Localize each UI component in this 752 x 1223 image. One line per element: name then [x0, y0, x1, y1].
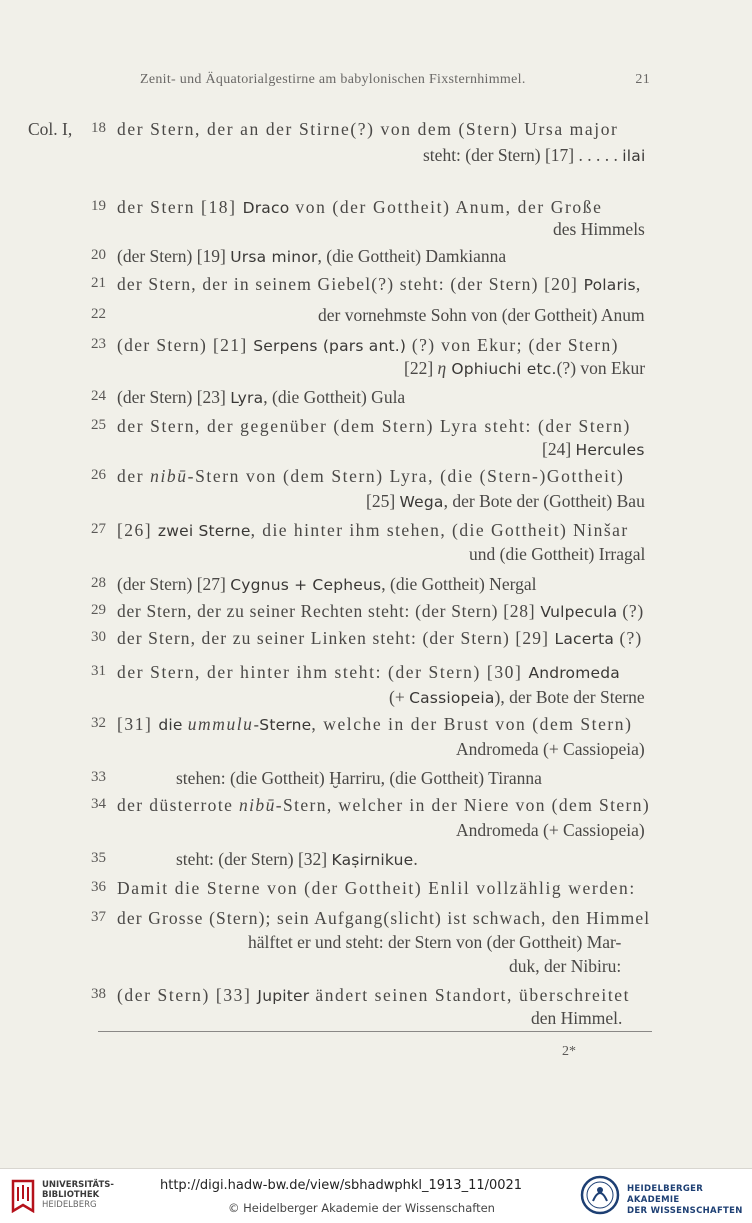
text-line — [176, 767, 542, 789]
line-text: (?) von Ekur — [556, 358, 646, 378]
line-text: , (die Gottheit) Nergal — [381, 574, 537, 594]
line-number: 32 — [91, 715, 106, 731]
constellation-name: -Sterne — [253, 716, 312, 734]
text-line — [553, 218, 645, 240]
line-text: [31] — [117, 714, 159, 734]
constellation-name: Lacerta — [554, 630, 615, 648]
text-line — [117, 415, 631, 437]
line-number: 25 — [91, 417, 106, 433]
text-line — [117, 907, 650, 929]
line-text: (der Stern) [19] — [117, 246, 231, 266]
line-number: 37 — [91, 909, 106, 925]
line-text: den Himmel. — [531, 1008, 623, 1028]
line-text: [24] — [542, 439, 576, 459]
line-text: [25] — [366, 491, 400, 511]
permalink-url[interactable]: http://digi.hadw-bw.de/view/sbhadwphkl_1913_11/0021 — [160, 1178, 523, 1193]
line-text: der Stern, der zu seiner Linken steht: (der Stern) [29] — [117, 628, 555, 648]
constellation-name: Ursa minor — [230, 248, 318, 266]
text-line — [318, 304, 645, 326]
line-text: der Grosse (Stern); sein Aufgang(slicht) ist schwach, den Himmel — [117, 908, 651, 928]
signature-mark: 2* — [562, 1044, 576, 1059]
footnote-rule — [98, 1031, 652, 1032]
constellation-name: die — [158, 716, 188, 734]
constellation-name: Cassiopeia — [409, 689, 495, 707]
text-line — [117, 519, 629, 542]
text-line — [117, 600, 644, 623]
text-line — [366, 490, 645, 513]
line-text: , (die Gottheit) Damkianna — [317, 246, 507, 266]
constellation-name: Wega — [399, 493, 444, 511]
constellation-name: Serpens (pars ant.) — [253, 337, 407, 355]
text-line — [117, 877, 636, 899]
academy-seal-icon — [580, 1175, 620, 1215]
text-line — [117, 245, 506, 268]
text-line — [542, 438, 645, 461]
line-text: (?) — [614, 628, 643, 648]
text-line — [117, 465, 625, 487]
line-text: -Stern, welcher in der Niere von (dem Stern) — [275, 795, 651, 815]
line-number: 22 — [91, 306, 106, 322]
line-text: (+ — [389, 687, 410, 707]
line-text: ), der Bote der Sterne — [494, 687, 645, 707]
text-line — [456, 819, 645, 841]
line-text: des Himmels — [553, 219, 645, 239]
line-number: 34 — [91, 796, 106, 812]
line-number: 26 — [91, 467, 106, 483]
text-line — [117, 386, 405, 409]
line-text: (der Stern) [27] — [117, 574, 231, 594]
line-text: Andromeda (+ Cassiopeia) — [456, 739, 645, 759]
line-number: 35 — [91, 850, 106, 866]
line-number: 31 — [91, 663, 106, 679]
text-line — [176, 848, 418, 871]
line-text: steht: (der Stern) [32] — [176, 849, 332, 869]
copyright-notice: © Heidelberger Akademie der Wissenschaften — [228, 1201, 495, 1215]
text-line — [117, 713, 633, 736]
line-number: 23 — [91, 336, 106, 352]
line-number: 33 — [91, 769, 106, 785]
text-line — [456, 738, 645, 760]
text-line — [117, 334, 619, 357]
constellation-name: Jupiter — [257, 987, 310, 1005]
line-text: . — [413, 849, 418, 869]
constellation-name: ilai — [622, 147, 646, 165]
line-number: 36 — [91, 879, 106, 895]
line-text: der Stern, der zu seiner Rechten steht: (der Stern) [28] — [117, 601, 541, 621]
constellation-name: Andromeda — [528, 664, 620, 682]
text-line — [117, 273, 641, 296]
line-text: -Stern von (dem Stern) Lyra, (die (Stern-)Gottheit) — [187, 466, 625, 486]
constellation-name: Polaris — [583, 276, 636, 294]
text-line — [531, 1007, 622, 1029]
line-text: , der Bote der (Gottheit) Bau — [443, 491, 645, 511]
line-text: , welche in der Brust von (dem Stern) — [311, 714, 633, 734]
line-number: 19 — [91, 198, 106, 214]
line-text: stehen: (die Gottheit) Ḫarriru, (die Gottheit) Tiranna — [176, 768, 542, 788]
line-number: 38 — [91, 986, 106, 1002]
line-number: 20 — [91, 247, 106, 263]
constellation-name: Vulpecula — [540, 603, 618, 621]
constellation-name: Lyra — [230, 389, 264, 407]
line-text: [26] — [117, 520, 158, 540]
line-text: und (die Gottheit) Irragal — [469, 544, 646, 564]
constellation-name: Kaṣirnikue — [331, 851, 414, 869]
line-text: , (die Gottheit) Gula — [263, 387, 406, 407]
transliterated-term: nibū — [239, 795, 276, 815]
constellation-name: zwei Sterne — [157, 522, 251, 540]
text-line — [509, 955, 621, 977]
transliterated-term: η — [437, 358, 447, 378]
line-text: duk, der Nibiru: — [509, 956, 622, 976]
transliterated-term: nibū — [150, 466, 188, 486]
page-number: 21 — [635, 72, 650, 87]
line-number: 18 — [91, 120, 106, 136]
line-text: der düsterrote — [117, 795, 240, 815]
line-text: , — [635, 274, 642, 294]
academy-name: HEIDELBERGER AKADEMIE DER WISSENSCHAFTEN — [627, 1184, 743, 1216]
line-text: der Stern [18] — [117, 197, 243, 217]
line-text: der vornehmste Sohn von (der Gottheit) Anum — [318, 305, 645, 325]
university-library-logo-icon — [10, 1179, 36, 1213]
line-number: 27 — [91, 521, 106, 537]
text-line — [117, 984, 630, 1007]
constellation-name: Hercules — [575, 441, 645, 459]
constellation-name: Cygnus + Cepheus — [230, 576, 382, 594]
text-line — [389, 686, 645, 709]
line-text: der Stern, der an der Stirne(?) von dem (Stern) Ursa major — [117, 119, 619, 139]
text-line — [469, 543, 645, 565]
line-text: ändert seinen Standort, überschreitet — [309, 985, 631, 1005]
line-number: 21 — [91, 275, 106, 291]
constellation-name: Ophiuchi etc. — [446, 360, 557, 378]
text-line — [117, 118, 618, 140]
text-line — [117, 627, 642, 650]
line-text: (der Stern) [23] — [117, 387, 231, 407]
column-label: Col. I, — [28, 119, 73, 139]
line-number: 28 — [91, 575, 106, 591]
line-text: der — [117, 466, 151, 486]
text-line — [404, 357, 645, 380]
line-text: , die hinter ihm stehen, (die Gottheit) Ninšar — [250, 520, 629, 540]
text-line — [117, 794, 650, 816]
text-line — [117, 573, 536, 596]
line-text: von (der Gottheit) Anum, der Große — [289, 197, 603, 217]
text-line — [423, 144, 645, 167]
line-text: (der Stern) [33] — [117, 985, 258, 1005]
line-text: der Stern, der in seinem Giebel(?) steht: (der Stern) [20] — [117, 274, 584, 294]
transliterated-term: ummulu — [187, 714, 254, 734]
library-name: UNIVERSITÄTS- BIBLIOTHEK HEIDELBERG — [42, 1180, 114, 1210]
line-text: steht: (der Stern) [17] . . . . . — [423, 145, 623, 165]
line-number: 30 — [91, 629, 106, 645]
text-line — [117, 661, 620, 684]
line-text: Damit die Sterne von (der Gottheit) Enlil vollzählig werden: — [117, 878, 636, 898]
line-text: Andromeda (+ Cassiopeia) — [456, 820, 645, 840]
running-head-title: Zenit- und Äquatorialgestirne am babylonischen Fixsternhimmel. — [140, 72, 526, 87]
line-text: (?) von Ekur; (der Stern) — [406, 335, 619, 355]
line-number: 29 — [91, 602, 106, 618]
text-line — [248, 931, 621, 953]
text-line — [117, 196, 602, 219]
line-text: der Stern, der hinter ihm steht: (der Stern) [30] — [117, 662, 529, 682]
line-text: hälftet er und steht: der Stern von (der Gottheit) Mar- — [248, 932, 622, 952]
line-text: (der Stern) [21] — [117, 335, 254, 355]
line-number: 24 — [91, 388, 106, 404]
constellation-name: Draco — [242, 199, 290, 217]
line-text: (?) — [617, 601, 644, 621]
line-text: der Stern, der gegenüber (dem Stern) Lyra steht: (der Stern) — [117, 416, 631, 436]
viewer-footer — [0, 1168, 752, 1223]
line-text: [22] — [404, 358, 438, 378]
